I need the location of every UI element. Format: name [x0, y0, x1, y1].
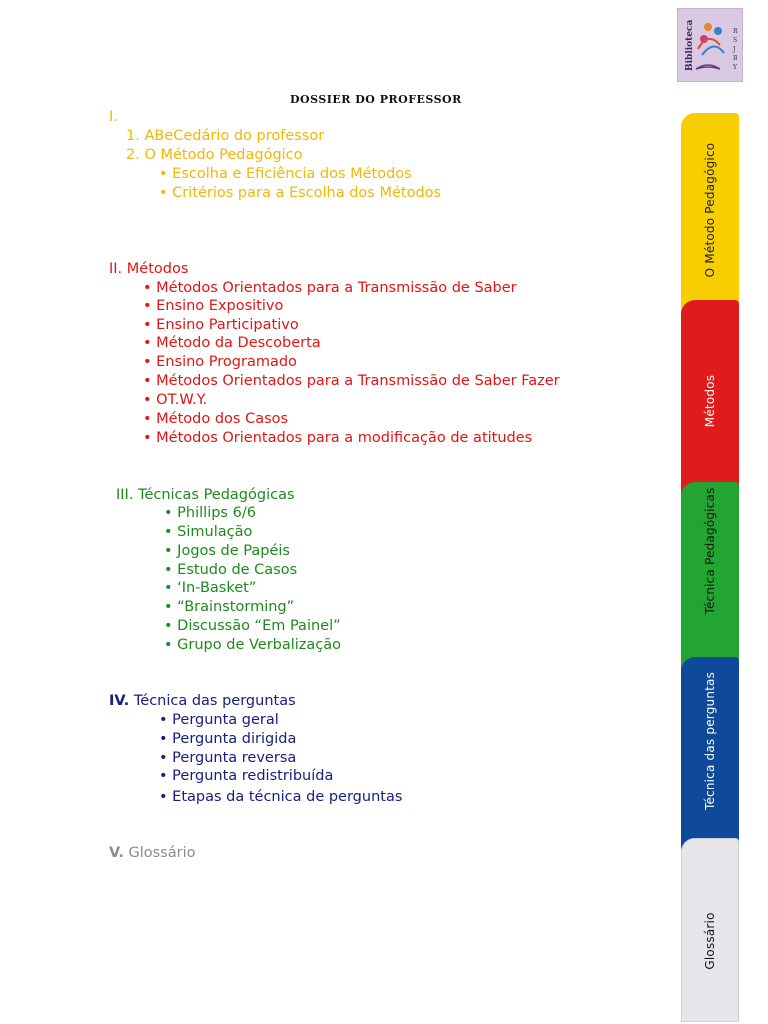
section-1-item[interactable]: 1. ABeCedário do professor [126, 128, 325, 144]
section-3-heading[interactable]: III. Técnicas Pedagógicas [116, 487, 295, 503]
section-3-item[interactable]: • Grupo de Verbalização [164, 636, 341, 655]
logo-letter-3: J [733, 46, 736, 53]
section-1-subitem[interactable]: • Escolha e Eficiência dos Métodos [159, 165, 412, 184]
section-4-number: IV. [109, 693, 130, 709]
section-1-item[interactable]: 2. O Método Pedagógico [126, 147, 303, 163]
section-2-item[interactable]: • Método dos Casos [143, 410, 288, 429]
section-3-item[interactable]: • Estudo de Casos [164, 561, 297, 580]
section-2-item[interactable]: • Métodos Orientados para a Transmissão de Saber [143, 279, 517, 298]
section-4-item[interactable]: • Pergunta redistribuída [159, 767, 333, 786]
section-4-title: Técnica das perguntas [133, 693, 296, 709]
tab-glossario[interactable] [681, 838, 739, 1022]
tab-label: Técnica das perguntas [703, 671, 717, 810]
section-2-item[interactable]: • Ensino Programado [143, 353, 297, 372]
section-4-item[interactable]: • Pergunta geral [159, 711, 279, 730]
section-4-item[interactable]: • Pergunta dirigida [159, 730, 296, 749]
section-5-title: Glossário [128, 845, 196, 861]
tab-label: Glossário [703, 912, 717, 970]
section-1-heading[interactable]: I. [109, 109, 118, 125]
section-3-item[interactable]: • Jogos de Papéis [164, 542, 290, 561]
section-2-item[interactable]: • OT.W.Y. [143, 391, 207, 410]
section-2-item[interactable]: • Ensino Participativo [143, 316, 299, 335]
section-2-heading[interactable]: II. Métodos [109, 261, 189, 277]
section-3-item[interactable]: • Phillips 6/6 [164, 504, 256, 523]
section-2-item[interactable]: • Métodos Orientados para a Transmissão de Saber Fazer [143, 372, 560, 391]
library-logo [677, 8, 743, 82]
section-2-item[interactable]: • Métodos Orientados para a modificação de atitudes [143, 429, 532, 448]
tab-label: Técnica Pedagógicas [703, 487, 717, 615]
section-3-item[interactable]: • Discussão “Em Painel” [164, 617, 341, 636]
section-4-item[interactable]: • Etapas da técnica de perguntas [159, 788, 402, 807]
section-2-item[interactable]: • Método da Descoberta [143, 334, 321, 353]
section-4-item[interactable]: • Pergunta reversa [159, 749, 296, 768]
section-4-heading[interactable] [109, 692, 296, 711]
logo-letter-5: Y [733, 64, 737, 71]
section-2-item[interactable]: • Ensino Expositivo [143, 297, 283, 316]
logo-letter-4: B [733, 55, 738, 62]
section-3-item[interactable]: • “Brainstorming” [164, 598, 294, 617]
section-3-item[interactable]: • ‘In-Basket” [164, 579, 256, 598]
logo-letter-1: R [733, 28, 738, 35]
document-title: DOSSIER DO PROFESSOR [290, 93, 462, 106]
section-3-item[interactable]: • Simulação [164, 523, 252, 542]
section-5-heading[interactable] [109, 844, 195, 863]
section-5-number: V. [109, 845, 124, 861]
logo-word: Biblioteca [685, 19, 695, 71]
tab-label: Métodos [703, 375, 717, 428]
section-1-subitem[interactable]: • Critérios para a Escolha dos Métodos [159, 184, 441, 203]
tab-label: O Método Pedagógico [703, 142, 717, 278]
logo-letter-2: S [733, 37, 738, 44]
